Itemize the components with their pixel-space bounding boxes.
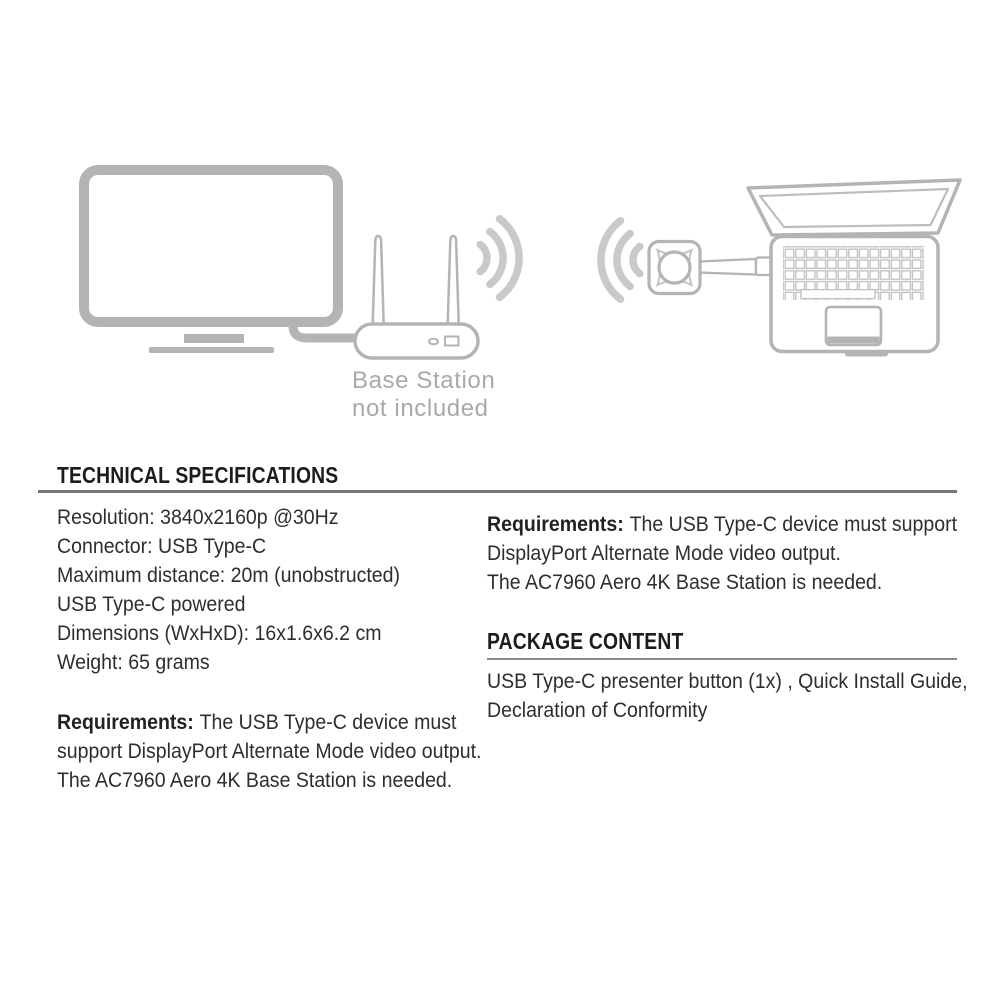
- spec-item: Resolution: 3840x2160p @30Hz: [57, 506, 339, 529]
- package-item: Declaration of Conformity: [487, 699, 708, 722]
- spacebar: [801, 290, 875, 299]
- package-content-list: [487, 667, 968, 725]
- port: [445, 337, 459, 346]
- presenter-cable: [699, 258, 773, 276]
- spec-list: [57, 503, 400, 677]
- section-divider: [487, 658, 957, 660]
- base-station-icon: [355, 236, 478, 358]
- spec-item: Connector: USB Type-C: [57, 535, 267, 558]
- wifi-signal-icon: [601, 221, 640, 299]
- product-illustration: [0, 0, 1000, 445]
- base-station-note: [352, 367, 495, 423]
- technical-specifications-title: TECHNICAL SPECIFICATIONS: [57, 462, 339, 488]
- requirements-label: Requirements:: [487, 513, 624, 536]
- spec-item: Maximum distance: 20m (unobstructed): [57, 564, 400, 587]
- spec-item: Dimensions (WxHxD): 16x1.6x6.2 cm: [57, 622, 382, 645]
- spec-item: USB Type-C powered: [57, 593, 246, 616]
- package-item: USB Type-C presenter button (1x) , Quick Install Guide,: [487, 670, 968, 693]
- requirements-left: Requirements: The USB Type-C device must support DisplayPort Alternate Mode video output. The AC7960 Aero 4K Base Station is needed.: [57, 711, 482, 792]
- base-station-note-line1: Base Station: [352, 367, 496, 394]
- laptop-icon: [748, 180, 960, 357]
- presenter-button-icon: [649, 242, 700, 294]
- base-station-note-line2: not included: [352, 395, 489, 422]
- tv-icon: [84, 170, 338, 353]
- wifi-signal-icon: [480, 219, 519, 297]
- section-divider: [38, 490, 957, 493]
- spec-item: Weight: 65 grams: [57, 651, 210, 674]
- requirements-right: Requirements: The USB Type-C device must support DisplayPort Alternate Mode video output. The AC7960 Aero 4K Base Station is needed.: [487, 513, 958, 594]
- status-led: [429, 339, 438, 345]
- package-content-title: PACKAGE CONTENT: [487, 628, 684, 654]
- requirements-label: Requirements:: [57, 711, 194, 734]
